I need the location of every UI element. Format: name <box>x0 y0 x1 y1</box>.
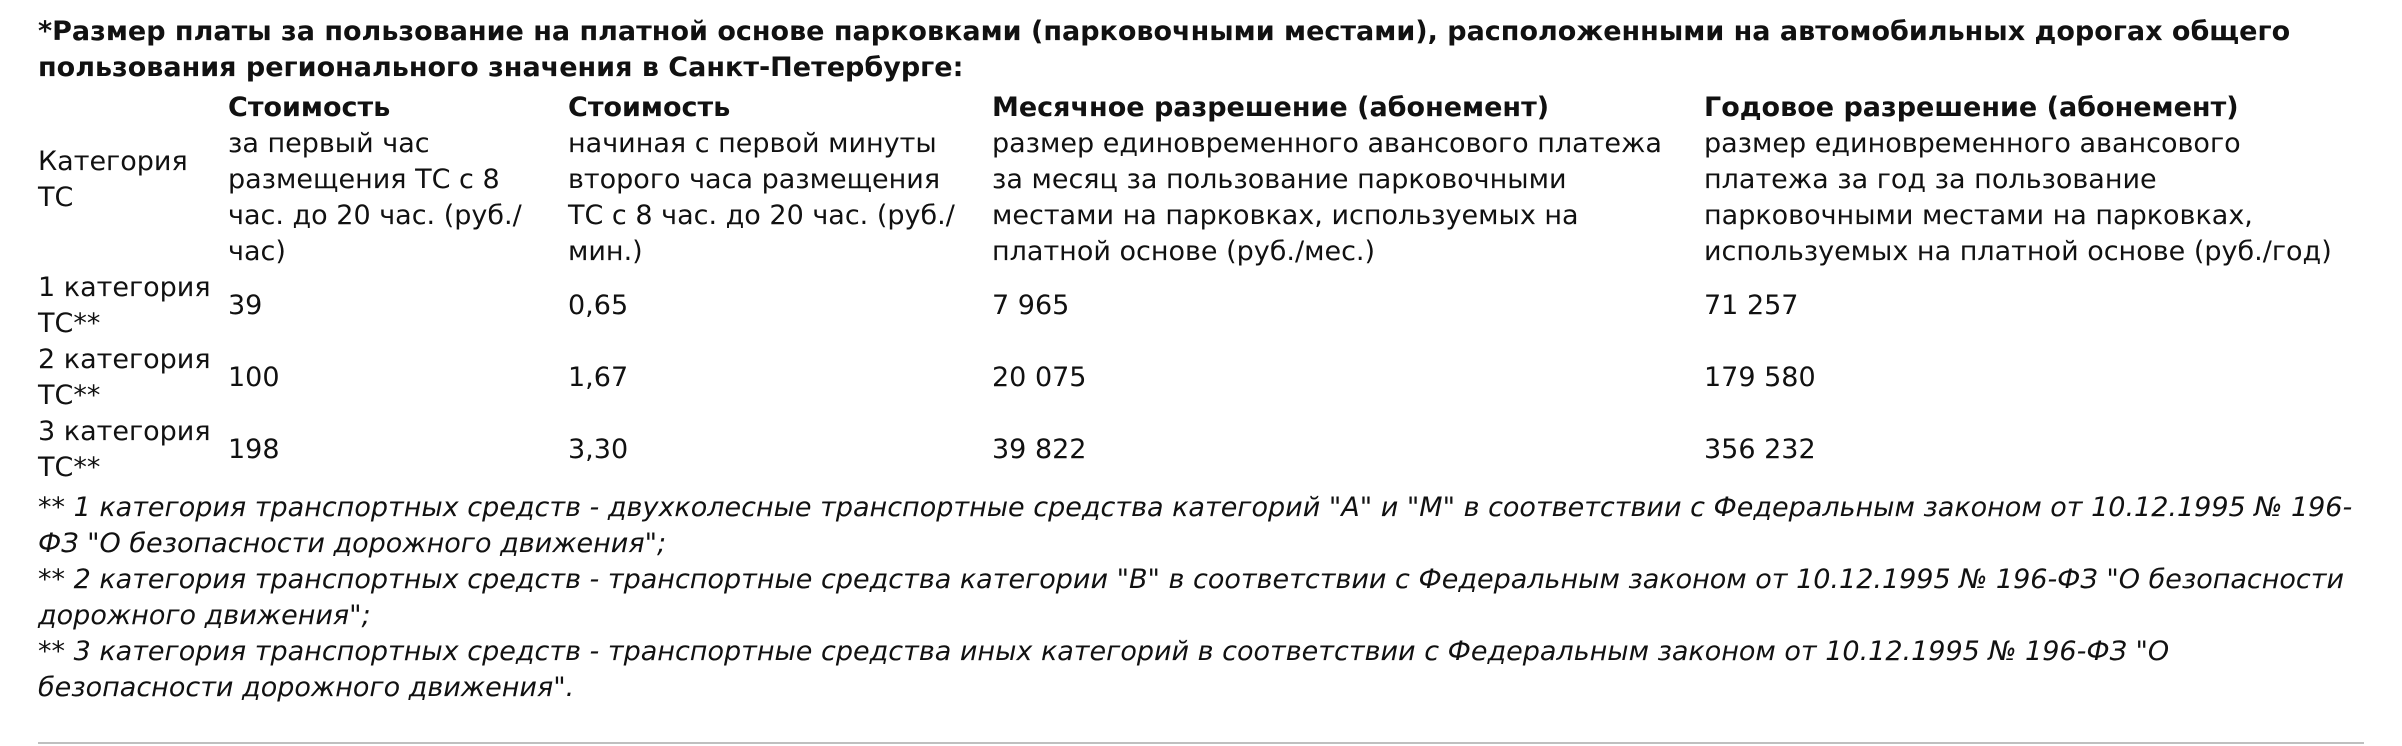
header-from-second-hour <box>568 90 992 270</box>
footnote-category-3: ** 3 категория транспортных средств - транспортные средства иных категорий в соответствии с Федеральным законом от 10.12.1995 № 196-ФЗ "О безопасности дорожного движения". <box>38 636 2170 703</box>
header-yearly-subtitle: размер единовременного авансового платежа за год за пользование парковочными местами на парковках, используемых на платной основе (руб./год) <box>1704 128 2332 267</box>
bottom-divider <box>38 742 2364 744</box>
row-per-minute-price: 1,67 <box>568 362 629 393</box>
table-header <box>38 90 2368 270</box>
row-per-minute-price: 0,65 <box>568 290 629 321</box>
header-from-second-hour-title: Стоимость <box>568 92 731 123</box>
row-monthly-price: 7 965 <box>992 290 1070 321</box>
footnotes <box>38 490 2368 706</box>
table-row <box>38 414 2368 486</box>
footnote-category-2: ** 2 категория транспортных средств - транспортные средства категории "В" в соответствии с Федеральным законом от 10.12.1995 № 196-ФЗ "О безопасности дорожного движения"; <box>38 564 2345 631</box>
table-header-row <box>38 90 2368 270</box>
header-first-hour-title: Стоимость <box>228 92 391 123</box>
row-category: 3 категория ТС** <box>38 416 211 483</box>
header-monthly-subtitle: размер единовременного авансового платежа за месяц за пользование парковочными местами на парковках, используемых на платной основе (руб./мес.) <box>992 128 1662 267</box>
footnote-category-1: ** 1 категория транспортных средств - двухколесные транспортные средства категорий "А" и "М" в соответствии с Федеральным законом от 10.12.1995 № 196-ФЗ "О безопасности дорожного движения"; <box>38 492 2353 559</box>
row-monthly-price: 39 822 <box>992 434 1087 465</box>
row-category: 2 категория ТС** <box>38 344 211 411</box>
header-first-hour <box>228 90 568 270</box>
header-first-hour-subtitle: за первый час размещения ТС с 8 час. до 20 час. (руб./час) <box>228 128 522 267</box>
table-body <box>38 270 2368 486</box>
header-monthly <box>992 90 1704 270</box>
table-row <box>38 270 2368 342</box>
row-yearly-price: 356 232 <box>1704 434 1816 465</box>
row-first-hour-price: 198 <box>228 434 280 465</box>
row-category: 1 категория ТС** <box>38 272 211 339</box>
header-monthly-title: Месячное разрешение (абонемент) <box>992 92 1550 123</box>
row-monthly-price: 20 075 <box>992 362 1087 393</box>
row-first-hour-price: 100 <box>228 362 280 393</box>
header-category: Категория ТС <box>38 146 188 213</box>
row-per-minute-price: 3,30 <box>568 434 629 465</box>
row-yearly-price: 179 580 <box>1704 362 1816 393</box>
document-heading: *Размер платы за пользование на платной основе парковками (парковочными местами), расположенными на автомобильных дорогах общего пользования регионального значения в Санкт-Петербурге: <box>38 16 2291 83</box>
table-row <box>38 342 2368 414</box>
row-yearly-price: 71 257 <box>1704 290 1799 321</box>
row-first-hour-price: 39 <box>228 290 263 321</box>
parking-fee-table <box>38 90 2368 486</box>
header-yearly-title: Годовое разрешение (абонемент) <box>1704 92 2239 123</box>
header-yearly <box>1704 90 2368 270</box>
header-from-second-hour-subtitle: начиная с первой минуты второго часа размещения ТС с 8 час. до 20 час. (руб./мин.) <box>568 128 955 267</box>
